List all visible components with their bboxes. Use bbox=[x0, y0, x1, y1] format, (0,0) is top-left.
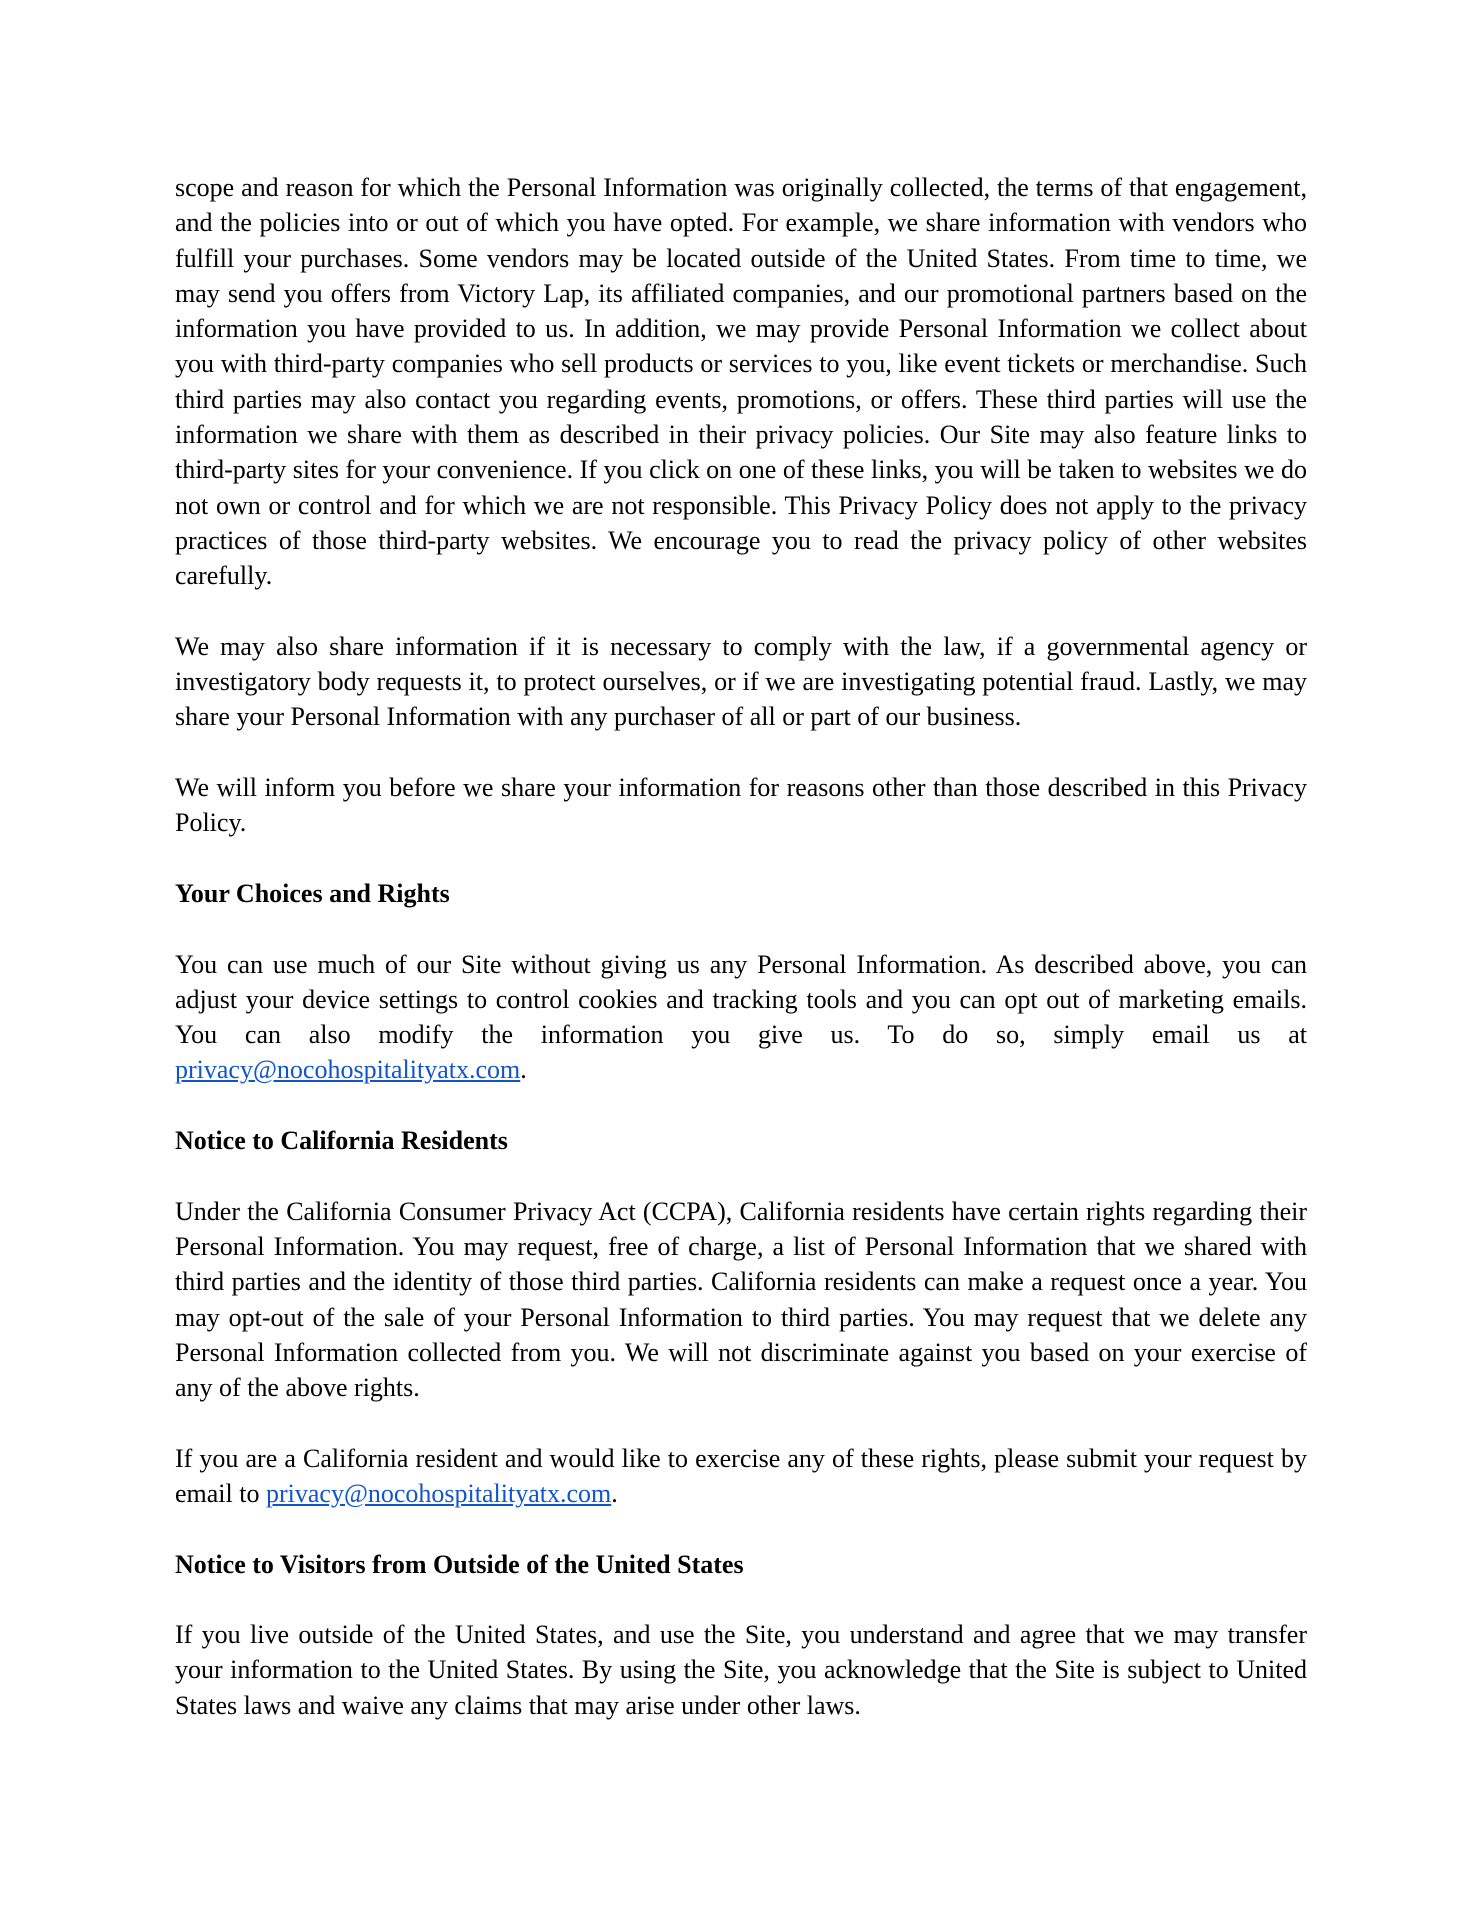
document-page bbox=[175, 170, 1307, 1758]
privacy-email-link-california[interactable]: privacy@nocohospitalityatx.com bbox=[265, 1478, 612, 1508]
heading-notice-california: Notice to California Residents bbox=[175, 1126, 508, 1156]
choices-text: You can use much of our Site without giving us any Personal Information. As described above, you can adjust your device settings to control cookies and tracking tools and you can opt out of marketing emails. You can also modify the information you give us. To do so, simply email us at bbox=[175, 949, 1307, 1050]
paragraph-california-request bbox=[175, 1441, 1307, 1512]
paragraph-ccpa-rights: Under the California Consumer Privacy Act (CCPA), California residents have certain rights regarding their Personal Information. You may request, free of charge, a list of Personal Information that we shared with third parties and the identity of those third parties. California residents can make a request once a year. You may opt-out of the sale of your Personal Information to third parties. You may request that we delete any Personal Information collected from you. We will not discriminate against you based on your exercise of any of the above rights. bbox=[175, 1196, 1307, 1403]
paragraph-outside-us: If you live outside of the United States, and use the Site, you understand and agree that we may transfer your information to the United States. By using the Site, you acknowledge that the Site is subject to United States laws and waive any claims that may arise under other laws. bbox=[175, 1620, 1307, 1720]
paragraph-legal-disclosure: We may also share information if it is necessary to comply with the law, if a governmental agency or investigatory body requests it, to protect ourselves, or if we are investigating potential fraud. Lastly, we may share your Personal Information with any purchaser of all or part of our business. bbox=[175, 631, 1307, 732]
california-request-text: If you are a California resident and would like to exercise any of these rights, please submit your request by email to bbox=[175, 1443, 1307, 1508]
california-request-period: . bbox=[611, 1478, 618, 1508]
paragraph-sharing-details: scope and reason for which the Personal Information was originally collected, the terms of that engagement, and the policies into or out of which you have opted. For example, we share information with vendors who fulfill your purchases. Some vendors may be located outside of the United States. From time to time, we may send you offers from Victory Lap, its affiliated companies, and our promotional partners based on the information you have provided to us. In addition, we may provide Personal Information we collect about you with third-party companies who sell products or services to you, like event tickets or merchandise. Such third parties may also contact you regarding events, promotions, or offers. These third parties will use the information we share with them as described in their privacy policies. Our Site may also feature links to third-party sites for your convenience. If you click on one of these links, you will be taken to websites we do not own or control and for which we are not responsible. This Privacy Policy does not apply to the privacy practices of those third-party websites. We encourage you to read the privacy policy of other websites carefully. bbox=[175, 173, 1307, 591]
paragraph-inform-before-sharing: We will inform you before we share your information for reasons other than those described in this Privacy Policy. bbox=[175, 773, 1307, 838]
privacy-email-link[interactable]: privacy@nocohospitalityatx.com bbox=[175, 1055, 521, 1085]
heading-your-choices-and-rights: Your Choices and Rights bbox=[175, 878, 450, 908]
choices-period: . bbox=[520, 1055, 527, 1085]
paragraph-choices bbox=[175, 947, 1307, 1088]
heading-notice-outside-us: Notice to Visitors from Outside of the United States bbox=[175, 1549, 744, 1579]
